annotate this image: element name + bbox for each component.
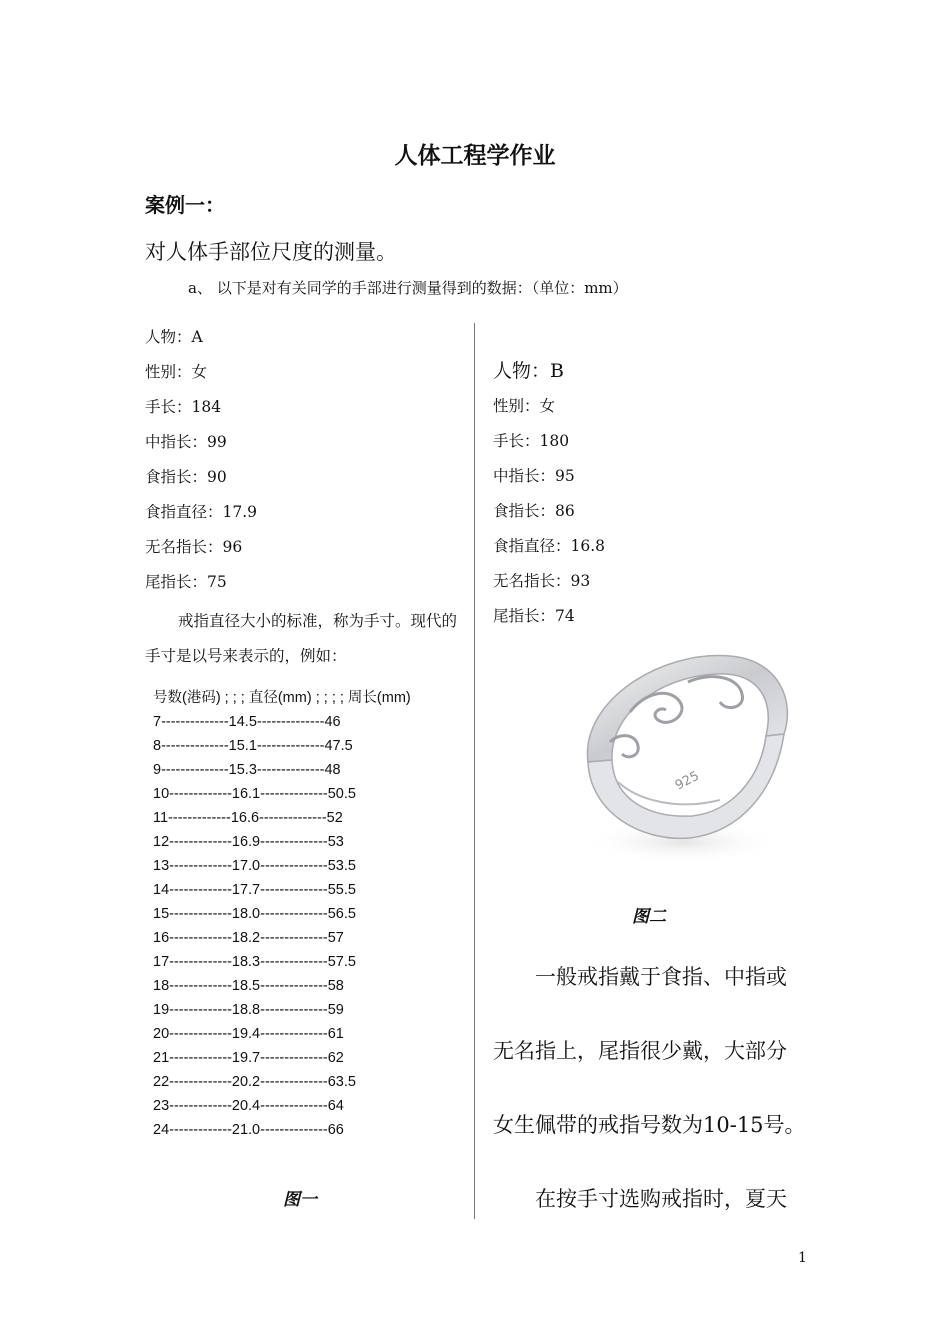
person-a-index-finger: 食指长：90 — [145, 468, 227, 486]
person-b-little-finger: 尾指长：74 — [493, 607, 575, 625]
person-b-gender: 性别：女 — [493, 397, 556, 415]
person-a-index-diameter: 食指直径：17.9 — [145, 503, 258, 521]
size-table-row: 17-------------18.3--------------57.5 — [153, 954, 356, 970]
size-table-row: 9--------------15.3--------------48 — [153, 762, 341, 778]
person-b-measurements — [493, 360, 605, 640]
case-heading: 案例一： — [145, 193, 225, 217]
size-table-row: 12-------------16.9--------------53 — [153, 834, 344, 850]
size-table-rows — [153, 711, 411, 1143]
paragraph-line: 女生佩带的戒指号数为10-15号。 — [493, 1113, 806, 1137]
intro-paragraph: a、 以下是对有关同学的手部进行测量得到的数据：（单位：mm） — [188, 279, 628, 297]
paragraph-line: 在按手寸选购戒指时，夏天 — [493, 1187, 787, 1211]
size-table-row: 16-------------18.2--------------57 — [153, 930, 344, 946]
size-table-row: 18-------------18.5--------------58 — [153, 978, 344, 994]
paragraph-line: 一般戒指戴于食指、中指或 — [493, 965, 787, 989]
paragraph-line: 无名指上，尾指很少戴，大部分 — [493, 1039, 787, 1063]
size-table-row: 20-------------19.4--------------61 — [153, 1026, 344, 1042]
person-b-ring-finger: 无名指长：93 — [493, 572, 591, 590]
person-a-middle-finger: 中指长：99 — [145, 433, 227, 451]
ring-size-paragraph: 戒指直径大小的标准，称为手寸。现代的手寸是以号来表示的，例如： — [145, 612, 458, 665]
size-table-row: 10-------------16.1--------------50.5 — [153, 786, 356, 802]
document-title: 人体工程学作业 — [394, 143, 556, 169]
person-b-index-diameter: 食指直径：16.8 — [493, 537, 606, 555]
ring-size-table — [153, 687, 411, 1143]
ring-engraving: 925 — [672, 768, 702, 794]
ring-wearing-paragraph — [493, 940, 813, 1236]
person-a-ring-finger: 无名指长：96 — [145, 538, 243, 556]
person-a-little-finger: 尾指长：75 — [145, 573, 227, 591]
size-table-row: 13-------------17.0--------------53.5 — [153, 858, 356, 874]
person-b-name: 人物：B — [493, 360, 564, 382]
column-divider — [474, 323, 475, 1219]
size-table-row: 21-------------19.7--------------62 — [153, 1050, 344, 1066]
size-table-row: 8--------------15.1--------------47.5 — [153, 738, 353, 754]
size-table-row: 19-------------18.8--------------59 — [153, 1002, 344, 1018]
section-subtitle: 对人体手部位尺度的测量。 — [145, 240, 397, 264]
figure-1-caption: 图一 — [283, 1190, 317, 1210]
size-table-row: 11-------------16.6--------------52 — [153, 810, 343, 826]
size-table-row: 7--------------14.5--------------46 — [153, 714, 341, 730]
person-b-hand-length: 手长：180 — [493, 432, 570, 450]
figure-2-caption: 图二 — [632, 907, 666, 927]
silver-ring-image — [570, 642, 800, 872]
person-a-name: 人物：A — [145, 328, 203, 346]
person-a-measurements — [145, 326, 257, 606]
size-table-row: 14-------------17.7--------------55.5 — [153, 882, 356, 898]
page-number: 1 — [798, 1250, 807, 1266]
size-table-row: 22-------------20.2--------------63.5 — [153, 1074, 356, 1090]
person-a-hand-length: 手长：184 — [145, 398, 222, 416]
person-a-gender: 性别：女 — [145, 363, 208, 381]
size-table-row: 23-------------20.4--------------64 — [153, 1098, 344, 1114]
person-b-middle-finger: 中指长：95 — [493, 467, 575, 485]
size-table-row: 15-------------18.0--------------56.5 — [153, 906, 356, 922]
size-table-row: 24-------------21.0--------------66 — [153, 1122, 344, 1138]
person-b-index-finger: 食指长：86 — [493, 502, 575, 520]
size-table-header: 号数(港码) ; ; ; 直径(mm) ; ; ; ; 周长(mm) — [153, 690, 411, 706]
